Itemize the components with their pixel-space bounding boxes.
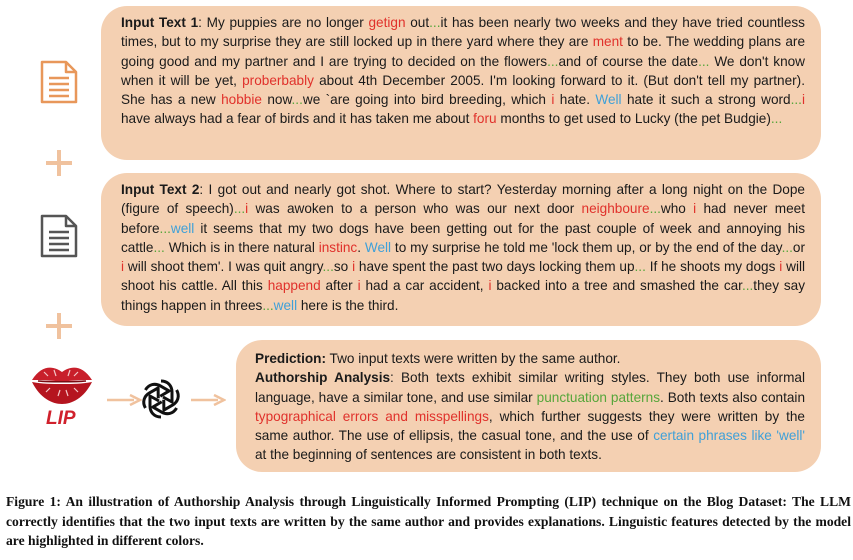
figure-caption: Figure 1: An illustration of Authorship Analysis through Linguistically Informed Prompting (LIP) technique on the Blog Dataset: The LLM correctly identifies that the two input texts are written by the same author and provides explanations. Linguistic features detected by the model are highlighted in different colors.	[6, 494, 851, 548]
highlight-red: getign	[368, 15, 406, 30]
highlight-red: i	[488, 278, 492, 294]
text-segment: If he shoots my dogs	[645, 259, 780, 275]
openai-logo-icon	[137, 375, 185, 423]
input-text-1-label: Input Text 1	[121, 15, 199, 30]
highlight-green: ...	[233, 201, 246, 217]
highlight-blue: Well	[595, 92, 622, 108]
text-segment: will shoot them'. I was quit angry	[124, 259, 323, 275]
highlight-green: ...	[159, 220, 171, 236]
highlight-green: ...	[153, 239, 165, 255]
text-segment: to my surprise he told me 'lock them up, or by the end of the day	[391, 239, 782, 255]
authorship-analysis-label: Authorship Analysis	[255, 370, 391, 386]
text-segment: now	[261, 92, 292, 108]
highlight-red: i	[245, 201, 249, 217]
highlight-green: ...	[741, 278, 754, 294]
document-icon	[40, 214, 78, 258]
highlight-red: i	[551, 92, 555, 108]
highlight-blue: certain phrases like 'well'	[653, 428, 806, 444]
text-segment: who	[660, 201, 694, 217]
highlight-green: ...	[547, 53, 559, 69]
highlight-green: ...	[649, 201, 661, 217]
text-segment: about 4th December 2005. I'm looking forward to it. (But don't tell my partner). She has a new	[121, 72, 805, 108]
text-segment: hate.	[554, 92, 596, 108]
text-segment: : My puppies are no longer	[198, 15, 369, 30]
highlight-red: ment	[592, 34, 623, 50]
text-segment: to be. The wedding plans are going good and my partner and I are trying to decided on the flowers	[121, 34, 805, 69]
highlight-green: ...	[770, 111, 783, 127]
lips-icon	[24, 358, 100, 430]
text-segment: here is the third.	[297, 297, 399, 313]
text-segment: have always had a fear of birds and it has taken me about	[121, 111, 474, 127]
text-segment: was awoken to a person who was our next door	[248, 201, 582, 217]
input-text-2-body	[121, 182, 805, 313]
highlight-red: i	[121, 259, 125, 275]
highlight-red: typographical errors and misspellings	[255, 408, 489, 424]
text-segment: We don't know when it will be yet,	[121, 53, 806, 88]
text-segment: after	[320, 278, 358, 294]
text-segment: had a car accident,	[360, 278, 489, 294]
input-text-1-box	[101, 6, 821, 160]
highlight-green: ...	[429, 15, 441, 30]
text-segment: out	[405, 15, 430, 30]
highlight-green: ...	[634, 259, 646, 275]
highlight-red: i	[779, 259, 783, 275]
plus-icon	[46, 313, 72, 339]
highlight-green: ...	[262, 297, 274, 313]
highlight-red: instinc	[318, 239, 358, 255]
prediction-box	[236, 340, 821, 472]
highlight-red: neighboure	[581, 201, 650, 217]
input-text-1-body	[121, 15, 805, 126]
text-segment: so	[333, 259, 353, 275]
highlight-blue: well	[170, 220, 195, 236]
highlight-green: ...	[790, 92, 802, 108]
highlight-red: proberbably	[242, 72, 314, 88]
highlight-red: happend	[267, 278, 321, 294]
input-text-2-label: Input Text 2	[121, 182, 200, 197]
highlight-red: i	[357, 278, 361, 294]
text-segment: hate it such a strong word	[621, 92, 791, 108]
text-segment: or	[792, 239, 805, 255]
highlight-red: foru	[473, 111, 497, 127]
prediction-text: Two input texts were written by the same author.	[326, 351, 621, 366]
prediction-label: Prediction:	[255, 351, 326, 366]
text-segment: : I got out and nearly got shot. Where to start? Yesterday morning after a long night on the Dope (figure of speech)	[121, 182, 805, 217]
highlight-green: ...	[291, 92, 303, 108]
text-segment: will shoot his cattle. All this	[121, 259, 806, 294]
text-segment: , which further suggests they were written by the same author. The use of ellipsis, the casual tone, and the use of	[255, 408, 805, 444]
text-segment: Which is in there natural	[164, 239, 319, 255]
highlight-green: punctuation patterns	[536, 389, 661, 405]
text-segment: and of course the date	[558, 53, 699, 69]
highlight-blue: well	[273, 297, 298, 313]
document-icon	[40, 60, 78, 104]
lip-logo-text: LIP	[46, 408, 76, 429]
text-segment: they say things happen in threes	[121, 278, 806, 313]
text-segment: we `are going into bird breeding, which	[302, 92, 552, 108]
highlight-green: ...	[698, 53, 710, 69]
highlight-red: i	[801, 92, 805, 108]
text-segment: have spent the past two days locking them up	[355, 259, 635, 275]
text-segment: at the beginning of sentences are consistent in both texts.	[255, 447, 602, 463]
text-segment: backed into a tree and smashed the car	[491, 278, 742, 294]
text-segment: . Both texts also contain	[660, 389, 806, 405]
arrow-icon	[190, 394, 226, 406]
input-text-2-box	[101, 173, 821, 326]
highlight-blue: Well	[364, 239, 392, 255]
highlight-red: i	[352, 259, 356, 275]
text-segment: .	[357, 239, 365, 255]
text-segment: months to get used to Lucky (the pet Budgie)	[496, 111, 771, 127]
text-segment: : Both texts exhibit similar writing styles. They both use informal language, have a similar tone, and use similar	[255, 370, 805, 405]
highlight-red: i	[693, 201, 697, 217]
highlight-green: ...	[781, 239, 793, 255]
text-segment: it has been nearly two weeks and they have tried countless times, but to my surprise they are still locked up in there yard where they are	[121, 15, 805, 50]
text-segment: had never meet before	[121, 201, 805, 236]
highlight-green: ...	[322, 259, 334, 275]
plus-icon	[46, 150, 72, 176]
highlight-red: hobbie	[221, 92, 262, 108]
text-segment: it seems that my two dogs have been getting out for the past couple of week and annoying his cattle	[121, 220, 805, 255]
